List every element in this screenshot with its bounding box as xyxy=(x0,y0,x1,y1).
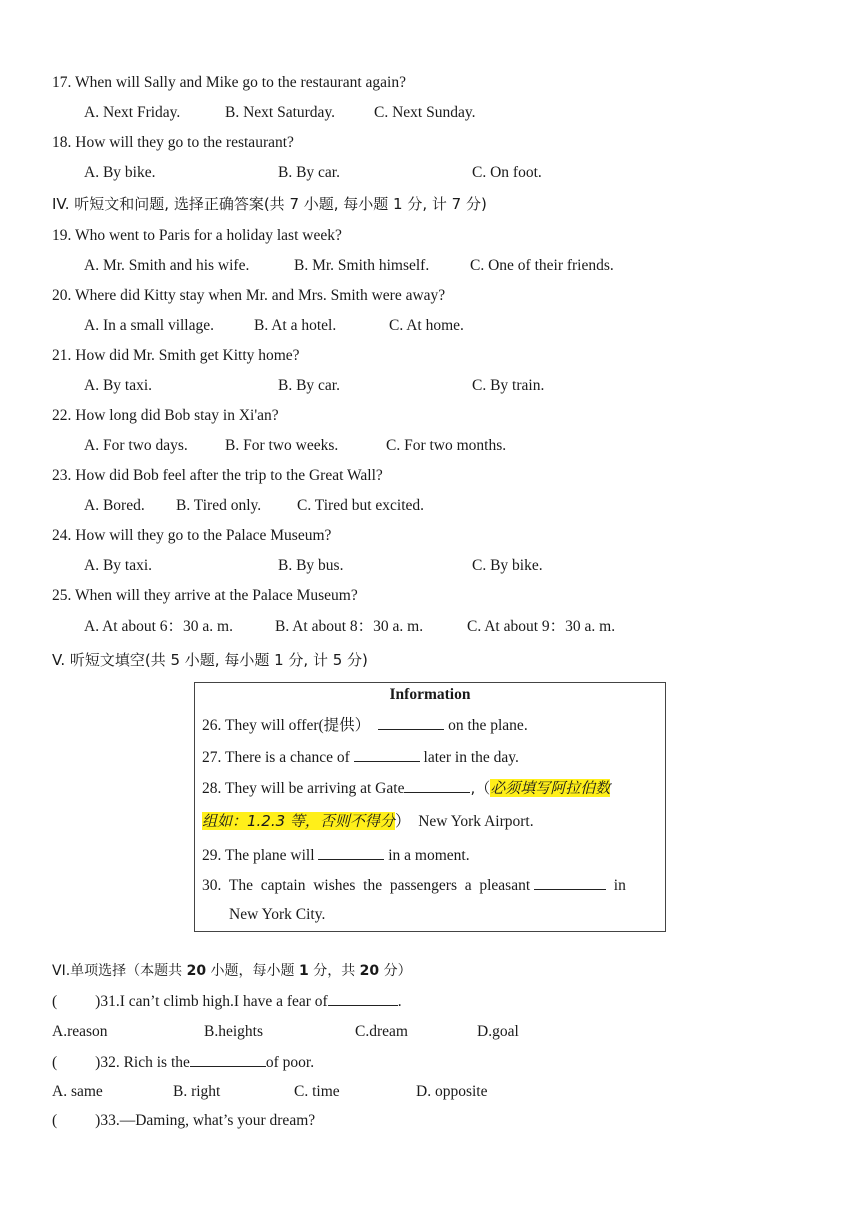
option-19b: B. Mr. Smith himself. xyxy=(294,257,430,274)
question-32-end: of poor. xyxy=(265,1054,315,1071)
option-31b: B.heights xyxy=(204,1023,263,1040)
fill-item-29-text: 29. The plane will xyxy=(202,847,319,864)
blank-27[interactable] xyxy=(354,747,420,762)
blank-32[interactable] xyxy=(190,1052,266,1067)
option-20c: C. At home. xyxy=(389,317,464,334)
option-19a: A. Mr. Smith and his wife. xyxy=(84,257,250,274)
option-23a: A. Bored. xyxy=(84,497,145,514)
option-17a: A. Next Friday. xyxy=(84,104,181,121)
option-32d: D. opposite xyxy=(416,1083,488,1100)
option-31d: D.goal xyxy=(477,1023,519,1040)
fill-item-30-text: 30. The captain wishes the passengers a pleasant xyxy=(202,877,535,894)
option-23c: C. Tired but excited. xyxy=(297,497,425,514)
information-box xyxy=(194,682,666,932)
answer-paren-open: ( xyxy=(52,1054,58,1071)
option-20a: A. In a small village. xyxy=(84,317,214,334)
question-21: 21. How did Mr. Smith get Kitty home? xyxy=(52,347,300,364)
fill-item-28-cont xyxy=(202,811,534,832)
question-23: 23. How did Bob feel after the trip to the Great Wall? xyxy=(52,467,383,484)
question-33 xyxy=(52,1111,315,1131)
highlighted-note-1: 必须填写阿拉伯数 xyxy=(490,779,611,797)
option-22b: B. For two weeks. xyxy=(225,437,339,454)
question-33-text: )33.—Daming, what’s your dream? xyxy=(95,1112,316,1129)
blank-28[interactable] xyxy=(404,778,470,793)
question-31 xyxy=(52,991,402,1012)
question-32 xyxy=(52,1052,314,1073)
option-18a: A. By bike. xyxy=(84,164,156,181)
section-4-heading: IV. 听短文和问题, 选择正确答案(共 7 小题, 每小题 1 分, 计 7 分) xyxy=(52,195,487,213)
blank-30[interactable] xyxy=(534,875,606,890)
fill-item-30-cont: New York City. xyxy=(229,906,326,923)
section-6-heading: VI.单项选择（本题共 20 小题，每小题 1 分，共 20 分） xyxy=(52,963,412,979)
fill-item-26 xyxy=(202,715,528,736)
question-17: 17. When will Sally and Mike go to the restaurant again? xyxy=(52,74,406,91)
option-21a: A. By taxi. xyxy=(84,377,153,394)
fill-item-28-paren: ,（ xyxy=(470,779,491,797)
question-20: 20. Where did Kitty stay when Mr. and Mrs. Smith were away? xyxy=(52,287,446,304)
blank-29[interactable] xyxy=(318,845,384,860)
option-32a: A. same xyxy=(52,1083,103,1100)
question-25: 25. When will they arrive at the Palace Museum? xyxy=(52,587,358,604)
option-20b: B. At a hotel. xyxy=(254,317,337,334)
question-31-end: . xyxy=(397,993,402,1010)
blank-26[interactable] xyxy=(378,715,444,730)
option-18c: C. On foot. xyxy=(472,164,542,181)
blank-31[interactable] xyxy=(328,991,398,1006)
fill-item-29 xyxy=(202,845,470,866)
option-25b: B. At about 8：30 a. m. xyxy=(275,618,424,635)
option-19c: C. One of their friends. xyxy=(470,257,614,274)
option-22a: A. For two days. xyxy=(84,437,188,454)
question-32-text: )32. Rich is the xyxy=(95,1054,190,1071)
fill-item-28-text: 28. They will be arriving at Gate xyxy=(202,780,405,797)
option-32c: C. time xyxy=(294,1083,340,1100)
option-24a: A. By taxi. xyxy=(84,557,153,574)
option-24b: B. By bus. xyxy=(278,557,344,574)
fill-item-28 xyxy=(202,778,610,799)
option-24c: C. By bike. xyxy=(472,557,543,574)
option-22c: C. For two months. xyxy=(386,437,507,454)
option-31c: C.dream xyxy=(355,1023,408,1040)
option-23b: B. Tired only. xyxy=(176,497,262,514)
option-17b: B. Next Saturday. xyxy=(225,104,336,121)
option-31a: A.reason xyxy=(52,1023,108,1040)
answer-paren-open: ( xyxy=(52,993,58,1010)
option-21b: B. By car. xyxy=(278,377,340,394)
information-title: Information xyxy=(389,686,471,703)
section-5-heading: V. 听短文填空(共 5 小题, 每小题 1 分, 计 5 分) xyxy=(52,651,368,669)
question-18: 18. How will they go to the restaurant? xyxy=(52,134,294,151)
fill-item-29-end: in a moment. xyxy=(384,847,470,864)
option-17c: C. Next Sunday. xyxy=(374,104,476,121)
question-31-text: )31.I can’t climb high.I have a fear of xyxy=(95,993,328,1010)
fill-item-26-end: on the plane. xyxy=(444,717,528,734)
answer-paren-open: ( xyxy=(52,1112,58,1129)
question-24: 24. How will they go to the Palace Museum? xyxy=(52,527,332,544)
option-18b: B. By car. xyxy=(278,164,340,181)
option-21c: C. By train. xyxy=(472,377,545,394)
fill-item-30-end: in xyxy=(606,877,626,894)
question-19: 19. Who went to Paris for a holiday last week? xyxy=(52,227,342,244)
fill-item-27-end: later in the day. xyxy=(419,749,519,766)
question-22: 22. How long did Bob stay in Xi'an? xyxy=(52,407,279,424)
fill-item-26-text: 26. They will offer(提供） xyxy=(202,717,371,734)
fill-item-30 xyxy=(202,875,626,896)
fill-item-27-text: 27. There is a chance of xyxy=(202,749,354,766)
fill-item-27 xyxy=(202,747,519,768)
fill-item-28-end: ） New York Airport. xyxy=(394,813,534,830)
option-25c: C. At about 9：30 a. m. xyxy=(467,618,616,635)
option-25a: A. At about 6：30 a. m. xyxy=(84,618,233,635)
option-32b: B. right xyxy=(173,1083,221,1100)
highlighted-note-2: 组如：1.2.3 等，否则不得分 xyxy=(202,812,395,830)
